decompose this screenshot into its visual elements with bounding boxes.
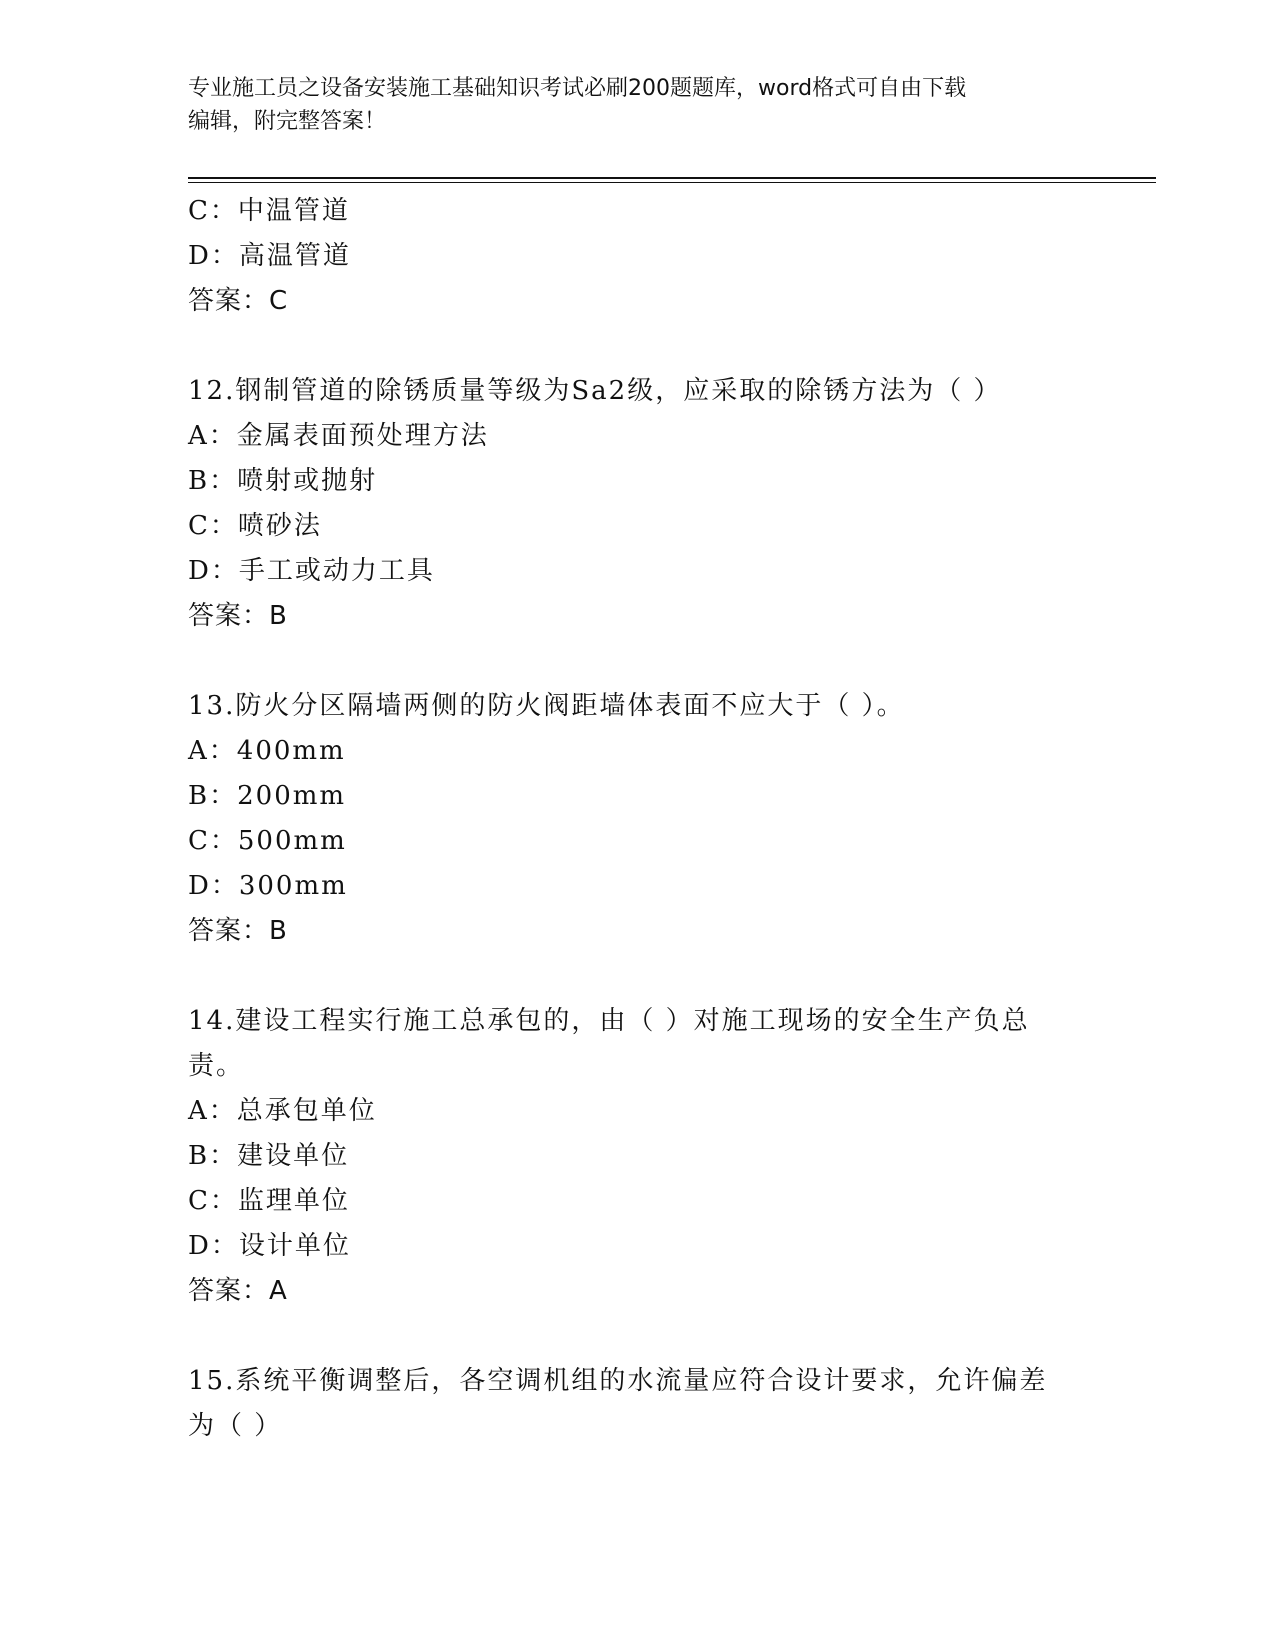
header-rule-thick xyxy=(188,177,1156,179)
option-c: C：喷砂法 xyxy=(188,511,322,541)
option-b: B：建设单位 xyxy=(188,1141,350,1171)
option-b: B：200mm xyxy=(188,781,347,811)
answer-line: 答案：B xyxy=(188,916,288,946)
option-a: A：400mm xyxy=(188,736,346,766)
option-b: B：喷射或抛射 xyxy=(188,466,378,496)
option-d: D：高温管道 xyxy=(188,241,351,271)
question-stem-continued: 为（ ） xyxy=(188,1411,283,1441)
document-header xyxy=(188,72,1088,138)
question-stem: 14.建设工程实行施工总承包的，由（ ）对施工现场的安全生产负总 xyxy=(188,1006,1030,1036)
answer-line: 答案：B xyxy=(188,601,288,631)
question-stem: 12.钢制管道的除锈质量等级为Sa2级，应采取的除锈方法为（ ） xyxy=(188,376,1002,406)
header-rule-thin xyxy=(188,182,1156,183)
answer-line: 答案：C xyxy=(188,286,289,316)
option-a: A：总承包单位 xyxy=(188,1096,377,1126)
header-line-2: 编辑，附完整答案！ xyxy=(188,109,387,134)
question-stem: 13.防火分区隔墙两侧的防火阀距墙体表面不应大于（ ）。 xyxy=(188,691,905,721)
option-c: C：500mm xyxy=(188,826,347,856)
question-stem: 15.系统平衡调整后，各空调机组的水流量应符合设计要求，允许偏差 xyxy=(188,1366,1048,1396)
header-line-1: 专业施工员之设备安装施工基础知识考试必刷200题题库，word格式可自由下载 xyxy=(188,76,967,101)
option-d: D：设计单位 xyxy=(188,1231,351,1261)
option-c: C：监理单位 xyxy=(188,1186,350,1216)
option-c: C：中温管道 xyxy=(188,196,350,226)
option-d: D：300mm xyxy=(188,871,348,901)
answer-line: 答案：A xyxy=(188,1276,288,1306)
option-a: A：金属表面预处理方法 xyxy=(188,421,489,451)
question-stem-continued: 责。 xyxy=(188,1051,245,1081)
option-d: D：手工或动力工具 xyxy=(188,556,435,586)
